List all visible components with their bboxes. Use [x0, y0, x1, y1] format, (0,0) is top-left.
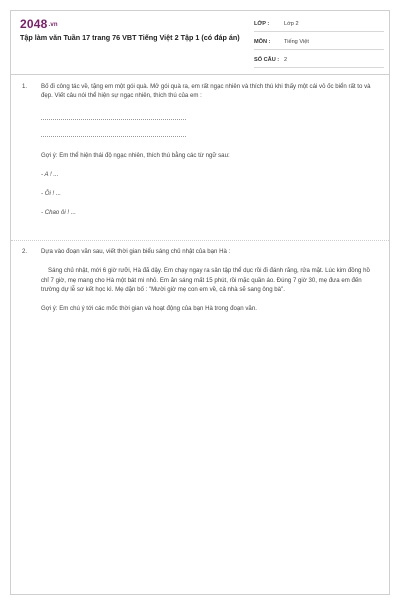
meta-mon-value: Tiếng Việt: [284, 39, 309, 45]
answer-line-2[interactable]: [41, 127, 186, 137]
question-2-text: Dựa vào đoạn văn sau, viết thời gian biểu sáng chủ nhật của bạn Hà :: [41, 248, 231, 255]
meta-socau-value: 2: [284, 57, 288, 63]
hint-option-3: - Chao ôi ! ...: [41, 209, 76, 217]
meta-mon: [254, 35, 384, 50]
page-title: Tập làm văn Tuần 17 trang 76 VBT Tiếng Việt 2 Tập 1 (có đáp án): [20, 33, 240, 42]
meta-lop-label: LỚP :: [254, 21, 270, 27]
question-1-number: 1.: [22, 83, 28, 90]
site-logo[interactable]: [20, 17, 58, 31]
question-2: [22, 247, 379, 313]
logo-suffix: .vn: [48, 21, 58, 28]
header-divider: [11, 74, 389, 75]
worksheet-header: [11, 11, 389, 74]
meta-lop: [254, 17, 384, 32]
hint-option-1: - A ! ...: [41, 170, 59, 178]
question-2-number: 2.: [22, 248, 28, 255]
meta-lop-value: Lớp 2: [284, 21, 299, 27]
meta-panel: [254, 17, 384, 71]
question-1-hint: Gợi ý: Em thể hiện thái độ ngạc nhiên, thích thú bằng các từ ngữ sau:: [41, 151, 230, 159]
meta-mon-label: MÔN :: [254, 39, 271, 45]
question-divider: [11, 240, 389, 241]
meta-socau: [254, 53, 384, 68]
question-1-body: [41, 82, 379, 218]
worksheet: [10, 10, 390, 595]
answer-line-1[interactable]: [41, 110, 186, 120]
question-2-hint: Gợi ý: Em chú ý tới các mốc thời gian và hoạt động của bạn Hà trong đoạn văn.: [41, 305, 257, 313]
meta-socau-label: SỐ CÂU :: [254, 57, 280, 63]
question-2-body: [41, 247, 379, 313]
question-1-text: Bố đi công tác về, tặng em một gói quà. Mở gói quà ra, em rất ngạc nhiên và thích thú khi thấy một cái vỏ ốc biển rất to và đẹp. Viết câu nói thể hiện sự ngạc nhiên, thích thú của em :: [41, 83, 371, 100]
logo-text: 2048: [20, 17, 48, 31]
hint-option-2: - Ôi ! ...: [41, 190, 61, 198]
question-1: [22, 82, 379, 218]
question-2-passage: Sáng chủ nhật, mới 6 giờ rưỡi, Hà đã dậy. Em chạy ngay ra sân tập thể dục rồi đi đánh răng, rửa mặt. Lúc kim đồng hồ chỉ 7 giờ, mẹ mang cho Hà một bát mì nhỏ. Em ăn sáng mất 15 phút, rồi mặc quần áo. Đúng 7 giờ 30, mẹ đưa em đến trường dự lễ sơ kết học kì. Mẹ dặn bố : "Mười giờ mẹ con em về, cả nhà sẽ sang ông bà".: [41, 267, 370, 293]
